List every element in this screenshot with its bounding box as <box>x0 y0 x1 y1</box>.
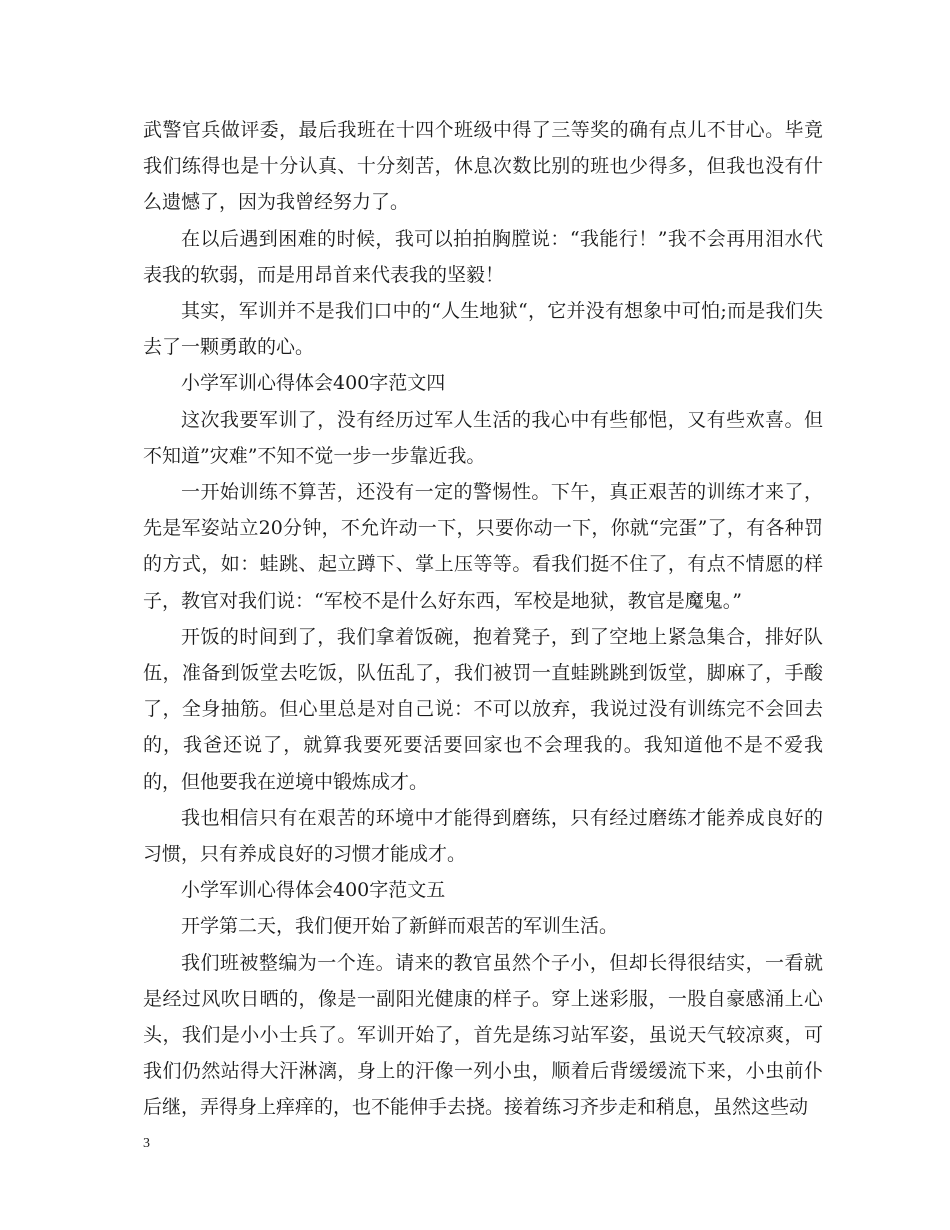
paragraph: 我们班被整编为一个连。请来的教官虽然个子小，但却长得很结实，一看就是经过风吹日晒的，像是一副阳光健康的样子。穿上迷彩服，一股自豪感涌上心头，我们是小小士兵了。军训开始了，首先是练习站军姿，虽说天气较凉爽，可我们仍然站得大汗淋漓，身上的汗像一列小虫，顺着后背缓缓流下来，小虫前仆后继，弄得身上痒痒的，也不能伸手去挠。接着练习齐步走和稍息，虽然这些动 <box>143 951 823 1119</box>
paragraph: 一开始训练不算苦，还没有一定的警惕性。下午，真正艰苦的训练才来了，先是军姿站立20分钟，不允许动一下，只要你动一下，你就“完蛋”了，有各种罚的方式，如：蛙跳、起立蹲下、掌上压等等。看我们挺不住了，有点不情愿的样子，教官对我们说：“军校不是什么好东西，军校是地狱，教官是魔鬼。” <box>143 481 823 612</box>
paragraph: 这次我要军训了，没有经历过军人生活的我心中有些郁悒，又有些欢喜。但不知道”灾难”不知不觉一步一步靠近我。 <box>143 408 823 467</box>
page-number: 3 <box>143 1136 150 1151</box>
paragraph: 武警官兵做评委，最后我班在十四个班级中得了三等奖的确有点儿不甘心。毕竟我们练得也是十分认真、十分刻苦，休息次数比别的班也少得多，但我也没有什么遗憾了，因为我曾经努力了。 <box>143 119 823 214</box>
paragraph: 在以后遇到困难的时候，我可以拍拍胸膛说：“我能行！”我不会再用泪水代表我的软弱，而是用昂首来代表我的坚毅！ <box>143 227 823 286</box>
document-body <box>143 112 823 1126</box>
paragraph: 开学第二天，我们便开始了新鲜而艰苦的军训生活。 <box>181 915 619 938</box>
section-heading: 小学军训心得体会400字范文四 <box>181 372 446 395</box>
paragraph: 其实，军训并不是我们口中的“人生地狱“，它并没有想象中可怕;而是我们失去了一颗勇敢的心。 <box>143 300 823 359</box>
paragraph: 开饭的时间到了，我们拿着饭碗，抱着凳子，到了空地上紧急集合，排好队伍，准备到饭堂去吃饭，队伍乱了，我们被罚一直蛙跳跳到饭堂，脚麻了，手酸了，全身抽筋。但心里总是对自己说：不可以放弃，我说过没有训练完不会回去的，我爸还说了，就算我要死要活要回家也不会理我的。我知道他不是不爱我的，但他要我在逆境中锻炼成才。 <box>143 625 823 793</box>
section-heading: 小学军训心得体会400字范文五 <box>181 879 446 902</box>
paragraph: 我也相信只有在艰苦的环境中才能得到磨练，只有经过磨练才能养成良好的习惯，只有养成良好的习惯才能成才。 <box>143 806 823 866</box>
